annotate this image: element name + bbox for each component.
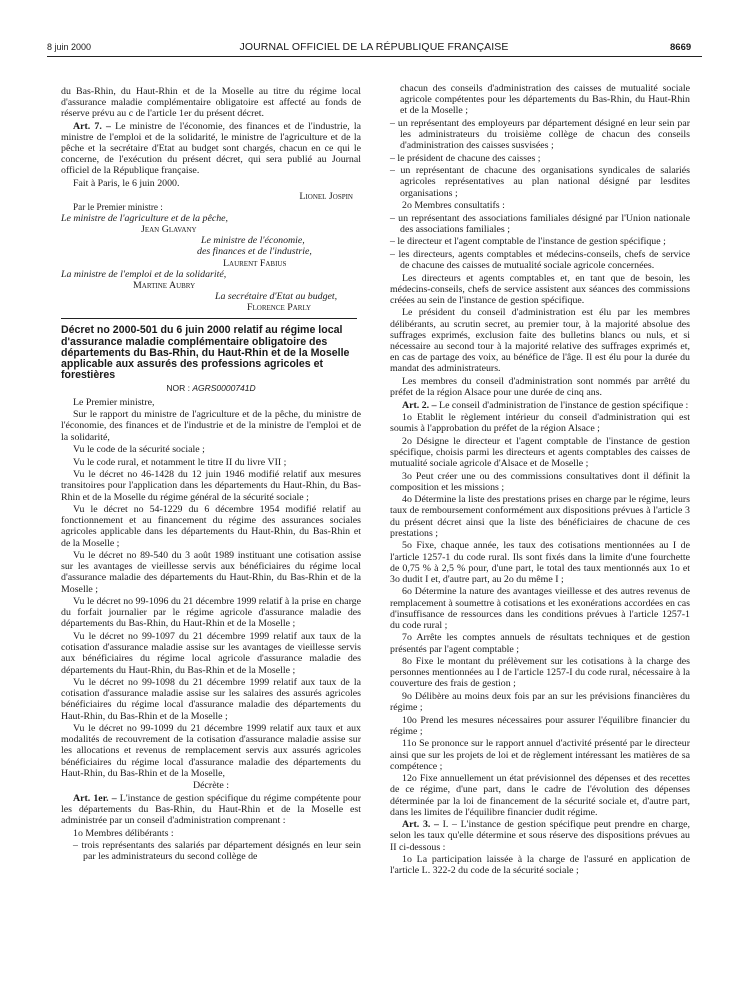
paragraph: Le président du conseil d'administration est élu par les membres délibérants, au scrutin secret, au premier tour, à la majorité absolue des suffrages exprimés, exclusion faite des bulletins blancs ou nuls, et si nécessaire au second tour à la majorité relative des suffrages exprimés et, en cas de partage des voix, au bénéfice de l'âge. Il est élu pour la durée du mandat des administrateurs. [390, 307, 690, 375]
member-item: – un représentant des associations familiales désigné par l'Union nationale des associations familiales ; [390, 212, 690, 235]
nor-label: NOR : [166, 382, 190, 393]
member-item: – trois représentants des salariés par département désignés en leur sein par les administrateurs du second collège de [73, 840, 361, 863]
nor-reference [61, 383, 361, 393]
article-7-text: Le ministre de l'économie, des finances et de l'industrie, la ministre de l'emploi et de la solidarité, le ministre de l'agriculture et de la pêche et la secrétaire d'Etat au budget sont chargés, chacun en ce qui le concerne, de l'exécution du présent décret, qui sera publié au Journal officiel de la République française. [61, 120, 362, 177]
list-item: 1o Etablit le règlement intérieur du conseil d'administration qui est soumis à l'approbation du préfet de la région Alsace ; [390, 412, 690, 435]
article-3-heading: Art. 3. – [402, 819, 439, 831]
minister-budget: La secrétaire d'Etat au budget, [215, 290, 338, 302]
minister-agriculture: Le ministre de l'agriculture et de la pêche, [61, 212, 229, 224]
visa-1: Vu le code de la sécurité sociale ; [73, 444, 205, 456]
list-item: 3o Peut créer une ou des commissions consultatives dont il définit la composition et les missions ; [390, 470, 690, 493]
article-2-heading: Art. 2. – [402, 399, 437, 411]
member-item: – le président de chacune des caisses ; [390, 152, 541, 164]
signature-date: Fait à Paris, le 6 juin 2000. [73, 178, 180, 190]
rapport: Sur le rapport du ministre de l'agriculture et de la pêche, du ministre de l'économie, des finances et de l'industrie et de la ministre de l'emploi et de la solidarité, [61, 409, 361, 443]
name-economy: Laurent Fabius [223, 257, 287, 269]
name-employment: Martine Aubry [133, 279, 196, 291]
visa-3: Vu le décret no 46-1428 du 12 juin 1946 modifié relatif aux mesures transitoires pour l'application dans les départements du Haut-Rhin, du Bas-Rhin et de la Moselle du régime général de la sécurité sociale ; [61, 469, 361, 503]
name-budget: Florence Parly [247, 302, 312, 314]
paragraph: Les membres du conseil d'administration sont nommés par arrêté du préfet de la région Alsace pour une durée de cinq ans. [390, 375, 690, 398]
article-3 [390, 819, 690, 852]
list-item: 4o Détermine la liste des prestations prises en charge par le régime, leurs taux de remboursement conformément aux dispositions prévues à l'article 3 du présent décret ainsi que la liste des bénéficiaires de chacune de ces prestations ; [390, 494, 691, 539]
article-3-text: I. – L'instance de gestion spécifique peut prendre en charge, selon les taux qu'elle détermine et sous réserve des dispositions prévues au II ci-dessous : [390, 819, 690, 853]
left-column [61, 86, 361, 864]
article-2 [390, 400, 690, 411]
page-number: 8669 [670, 42, 692, 53]
minister-economy-1: Le ministre de l'économie, [201, 235, 305, 247]
visa-5: Vu le décret no 89-540 du 3 août 1989 instituant une cotisation assise sur les avantages de vieillesse servis aux bénéficiaires du régime local d'assurance maladie des départements du Haut-Rhin, du Bas-Rhin et de la Moselle ; [61, 550, 361, 595]
members-consultative: 2o Membres consultatifs : [402, 200, 505, 212]
article-1-heading: Art. 1er. – [73, 792, 117, 804]
list-item: 6o Détermine la nature des avantages vieillesse et des autres revenus de remplacement à soumettre à cotisations et les exonérations accordées en cas d'insuffisance de ressources dans les conditions prévues à l'article 1257-1 du code rural ; [390, 586, 690, 631]
section-rule [61, 318, 357, 319]
visa-6: Vu le décret no 99-1096 du 21 décembre 1999 relatif à la prise en charge du forfait journalier par le régime agricole d'assurance maladie des départements du Bas-Rhin, du Haut-Rhin et de la Moselle ; [61, 596, 361, 630]
intro-paragraph: du Bas-Rhin, du Haut-Rhin et de la Moselle au titre du régime local d'assurance maladie complémentaire obligatoire est affecté au fonds de réserve prévu au c de l'article 1er du présent décret. [61, 86, 361, 120]
list-item: 10o Prend les mesures nécessaires pour assurer l'équilibre financier du régime ; [390, 714, 690, 737]
by-pm: Par le Premier ministre : [73, 201, 163, 212]
journal-title: JOURNAL OFFICIEL DE LA RÉPUBLIQUE FRANÇAISE [239, 41, 509, 53]
visa-8: Vu le décret no 99-1098 du 21 décembre 1999 relatif aux taux de la cotisation d'assurance maladie assise sur les salaires des assurés agricoles bénéficiaires du régime local d'assurance maladie des départements du Haut-Rhin, du Bas-Rhin et de la Moselle ; [61, 677, 361, 722]
decree-title: Décret no 2000-501 du 6 juin 2000 relatif au régime local d'assurance maladie complémentaire obligatoire des départements du Bas-Rhin, du Haut-Rhin et de la Moselle applicable aux assurés des professions agricoles et forestières [61, 324, 350, 382]
member-item: – un représentant des employeurs par département désigné en leur sein par les administrateurs du troisième collège de chacun des conseils d'administration des caisses susvisées ; [390, 117, 690, 152]
right-column [390, 83, 690, 878]
list-item: 7o Arrête les comptes annuels de résultats techniques et de gestion présentés par l'agent comptable ; [390, 632, 690, 655]
decrete: Décrète : [193, 780, 229, 792]
signature-pm: Lionel Jospin [299, 190, 353, 202]
header-date: 8 juin 2000 [47, 42, 92, 52]
member-item: – les directeurs, agents comptables et médecins-conseils, chefs de service de chacune des caisses de mutualité sociale agricole concernées. [390, 248, 690, 272]
name-agriculture: Jean Glavany [141, 224, 197, 236]
header-rule [47, 56, 702, 57]
member-item: – un représentant de chacune des organisations syndicales de salariés agricoles représentatives au plan national désigné par lesdites organisations ; [390, 165, 690, 199]
members-voting: 1o Membres délibérants : [73, 827, 174, 839]
nor-code: AGRS0000741D [192, 382, 256, 393]
article-7 [61, 121, 361, 177]
visa-2: Vu le code rural, et notamment le titre II du livre VII ; [73, 456, 287, 468]
paragraph: Les directeurs et agents comptables et, en tant que de besoin, les médecins-conseils, chefs de service assistent aux séances des commissions créées au sein de l'instance de gestion spécifique. [390, 272, 690, 306]
article-7-heading: Art. 7. – [73, 120, 111, 132]
list-item: 1o La participation laissée à la charge de l'assuré en application de l'article L. 322-2 du code de la sécurité sociale ; [390, 854, 690, 877]
visa-4: Vu le décret no 54-1229 du 6 décembre 1954 modifié relatif au fonctionnement et au financement du régime des assurances sociales agricoles applicable dans les départements du Haut-Rhin, du Bas-Rhin et de la Moselle ; [61, 504, 361, 549]
article-2-text: Le conseil d'administration de l'instance de gestion spécifique : [439, 399, 689, 411]
page-header [0, 0, 748, 60]
list-item: 2o Désigne le directeur et l'agent comptable de l'instance de gestion spécifique, choisis parmi les directeurs et agents comptables des caisses de mutualité sociale agricole d'Alsace et de Moselle ; [390, 435, 690, 470]
list-item: 9o Délibère au moins deux fois par an sur les prévisions financières du régime ; [390, 690, 690, 714]
article-1-text: L'instance de gestion spécifique du régime compétente pour les départements du Bas-Rhin, du Haut-Rhin et de la Moselle est administrée par un conseil d'administration comprenant : [61, 792, 362, 827]
minister-employment: La ministre de l'emploi et de la solidarité, [61, 268, 227, 280]
member-item-continued: chacun des conseils d'administration des caisses de mutualité sociale agricole compétentes pour les départements du Bas-Rhin, du Haut-Rhin et de la Moselle ; [400, 83, 690, 117]
visa-9: Vu le décret no 99-1099 du 21 décembre 1999 relatif aux taux et aux modalités de recouvrement de la cotisation d'assurance maladie assise sur les allocations et revenus de remplacement servis aux assurés agricoles bénéficiaires du régime local d'assurance maladie des départements du Haut-Rhin, du Bas-Rhin et de la Moselle, [61, 723, 361, 779]
minister-economy-2: des finances et de l'industrie, [197, 246, 312, 258]
visa-7: Vu le décret no 99-1097 du 21 décembre 1999 relatif aux taux de la cotisation d'assurance maladie assise sur les avantages de vieillesse servis aux bénéficiaires du régime local agricole d'assurance maladie des départements du Haut-Rhin, du Bas-Rhin et de la Moselle ; [61, 631, 361, 676]
premier-ministre: Le Premier ministre, [73, 396, 155, 408]
list-item: 8o Fixe le montant du prélèvement sur les cotisations à la charge des personnes mentionnées au I de l'article 1257-I du code rural, nécessaire à la couverture des frais de gestion ; [390, 656, 690, 690]
list-item: 11o Se prononce sur le rapport annuel d'activité présenté par le directeur ainsi que sur les projets de loi et de règlement intéressant les matières de sa compétence ; [390, 738, 690, 772]
list-item: 12o Fixe annuellement un état prévisionnel des dépenses et des recettes de ce régime, d'une part, dans le cadre de l'évolution des dépenses déterminée par la loi de financement de la sécurité sociale et, d'autre part, dans les limites de l'équilibre financier dudit régime. [390, 773, 690, 818]
article-1 [61, 793, 361, 826]
member-item: – le directeur et l'agent comptable de l'instance de gestion spécifique ; [390, 236, 666, 248]
list-item: 5o Fixe, chaque année, les taux des cotisations mentionnées au I de l'article 1257-1 du code rural. Ils sont fixés dans la limite d'une fourchette de 0,75 % à 2,5 % pour, d'une part, le total des taux mentionnés aux 1o et 3o dudit I et, d'autre part, au 2o du même I ; [390, 540, 690, 585]
